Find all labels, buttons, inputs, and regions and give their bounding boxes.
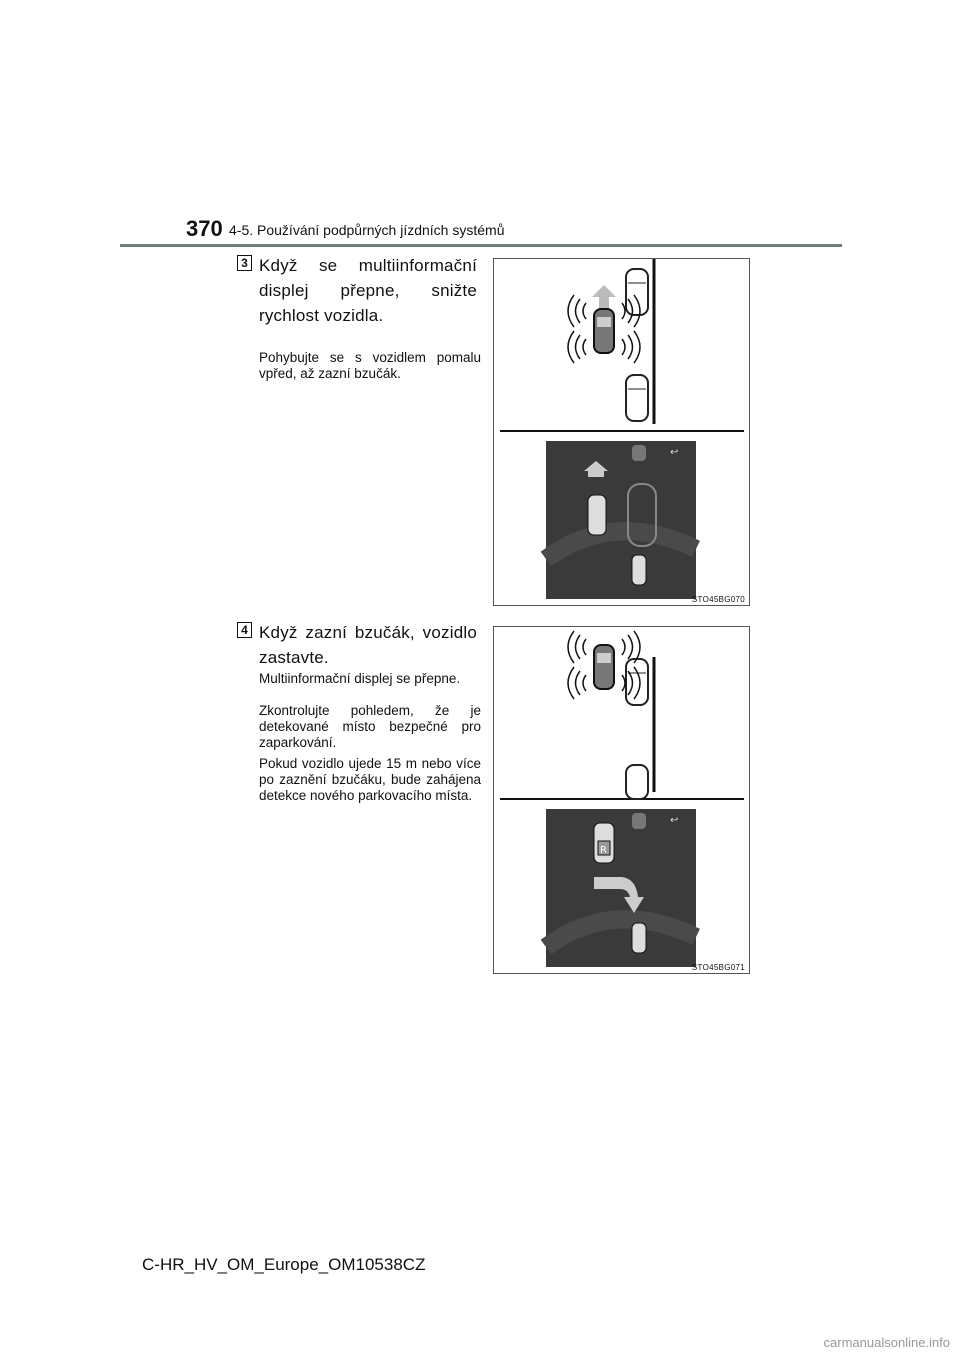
figure-code: STO45BG071 [691, 963, 745, 972]
header-rule [120, 244, 842, 247]
svg-text:↩: ↩ [670, 447, 679, 458]
step-4-note-1: Multiinformační displej se přepne. [259, 671, 461, 686]
step-4-note-2: Zkontrolujte pohledem, že je detekované místo bezpečné pro zaparkování. [259, 703, 481, 750]
svg-text:↩: ↩ [670, 815, 679, 826]
page-number: 370 [186, 216, 223, 241]
step-number-4: 4 [237, 622, 252, 638]
section-title: 4-5. Používání podpůrných jízdních systémů [229, 222, 505, 238]
multi-info-display [546, 441, 696, 599]
figure-code: STO45BG070 [691, 595, 745, 604]
step-3-note-1: Pohybujte se s vozidlem pomalu vpřed, až zazní bzučák. [259, 350, 481, 381]
own-car-icon [594, 309, 614, 353]
svg-text:R: R [600, 845, 607, 856]
parked-car-icon [626, 765, 648, 799]
parked-car-icon [626, 659, 648, 705]
step-4-title: Když zazní bzučák, vozidlo zastavte. [259, 623, 477, 667]
parking-diagram-stop [494, 627, 749, 973]
figure-step-4 [493, 626, 750, 974]
own-car-icon [594, 645, 614, 689]
figure-step-3 [493, 258, 750, 606]
parked-car-icon [626, 375, 648, 421]
multi-info-display [546, 809, 696, 967]
step-number-3: 3 [237, 255, 252, 271]
parking-diagram-forward [494, 259, 749, 605]
forward-arrow-icon [592, 285, 616, 311]
parked-car-icon [626, 269, 648, 315]
watermark: carmanualsonline.info [823, 1335, 950, 1350]
step-4-note-3: Pokud vozidlo ujede 15 m nebo více po zaznění bzučáku, bude zahájena detekce nového parkovacího místa. [259, 756, 481, 803]
step-3-title: Když se multiinformační displej přepne, snižte rychlost vozidla. [259, 256, 477, 325]
footer-doc-id: C-HR_HV_OM_Europe_OM10538CZ [142, 1255, 426, 1274]
